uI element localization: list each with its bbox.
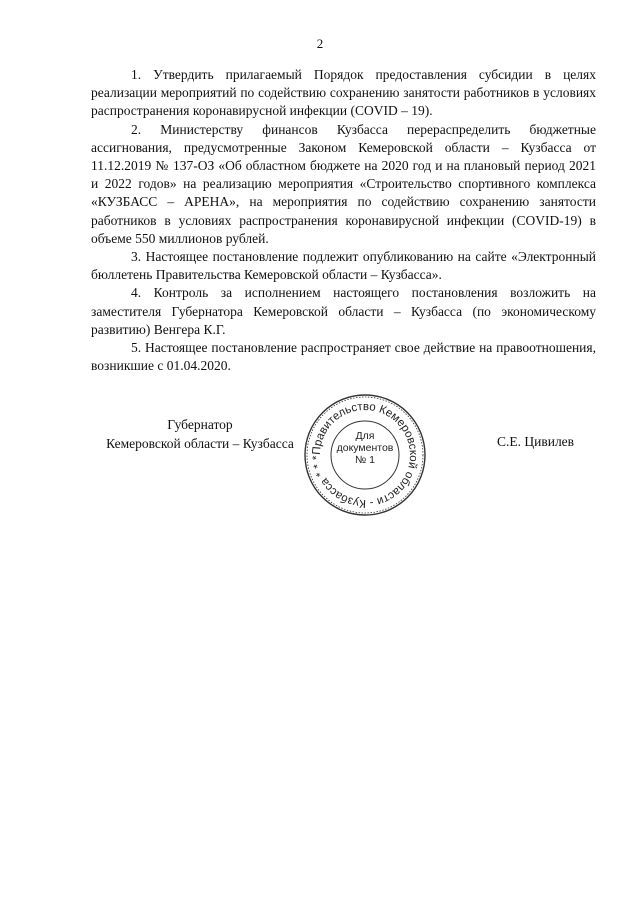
seal-ring-textpath: Правительство Кемеровской области - Кузбасса * * * [310, 400, 420, 510]
signature-title [80, 416, 320, 453]
seal-center-text [335, 430, 395, 466]
signature-title-line-1: Губернатор [167, 417, 233, 432]
seal-center-line-1: Для [355, 430, 375, 442]
paragraph-4: 4. Контроль за исполнением настоящего постановления возложить на заместителя Губернатора Кемеровской области – Кузбасса (по экономическому развитию) Венгера К.Г. [91, 285, 596, 337]
paragraph-5: 5. Настоящее постановление распространяет свое действие на правоотношения, возникшие с 01.04.2020. [91, 340, 596, 374]
page-number: 2 [316, 36, 324, 51]
paragraph-1: 1. Утвердить прилагаемый Порядок предоставления субсидии в целях реализации мероприятий по содействию сохранению занятости работников в условиях распространения коронавирусной инфекции (COVID – 19). [91, 67, 596, 119]
paragraph-3: 3. Настоящее постановление подлежит опубликованию на сайте «Электронный бюллетень Правительства Кемеровской области – Кузбасса». [91, 249, 596, 283]
official-seal [302, 392, 428, 518]
seal-center-line-3: № 1 [354, 454, 376, 466]
signature-title-line-2: Кемеровской области – Кузбасса [106, 435, 294, 451]
paragraph-2: 2. Министерству финансов Кузбасса перераспределить бюджетные ассигнования, предусмотренные Законом Кемеровской области – Кузбасса от 11.12.2019 № 137-ОЗ «Об областном бюджете на 2020 год и на плановый период 2021 и 2022 годов» на реализацию мероприятия «Строительство спортивного комплекса «КУЗБАСС – АРЕНА», на мероприятия по содействию сохранению занятости работников в условиях распространения коронавирусной инфекции (COVID-19) в объеме 550 миллионов рублей. [91, 121, 596, 246]
document-body [91, 66, 596, 375]
seal-center-line-2: документов [336, 442, 394, 454]
signatory-name: С.Е. Цивилев [497, 434, 575, 449]
